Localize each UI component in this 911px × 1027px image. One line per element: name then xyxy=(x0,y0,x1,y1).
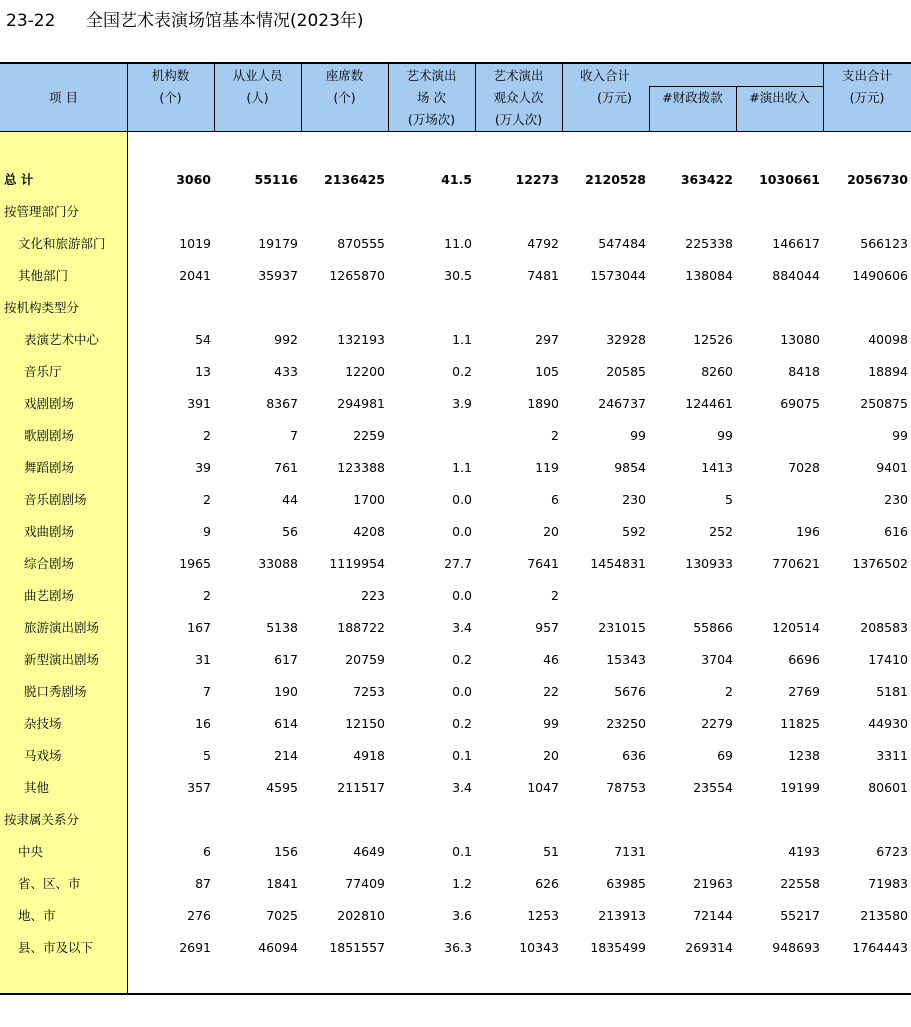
cell-col-2: 77409 xyxy=(345,876,385,891)
cell-col-0: 167 xyxy=(187,620,211,635)
page-title xyxy=(6,6,364,31)
table-row xyxy=(0,804,911,836)
table-row xyxy=(0,644,911,676)
table-row xyxy=(0,580,911,612)
cell-col-5: 636 xyxy=(622,748,646,763)
cell-col-8: 44930 xyxy=(868,716,908,731)
cell-col-7: 6696 xyxy=(788,652,820,667)
row-label: 地、市 xyxy=(18,908,56,923)
cell-col-0: 2 xyxy=(203,492,211,507)
cell-col-4: 2 xyxy=(551,588,559,603)
cell-col-6: 252 xyxy=(709,524,733,539)
cell-col-8: 250875 xyxy=(860,396,908,411)
cell-col-7: 146617 xyxy=(772,236,820,251)
cell-col-0: 2691 xyxy=(179,940,211,955)
header-col-0-line2: (个) xyxy=(159,90,182,105)
cell-col-1: 4595 xyxy=(266,780,298,795)
header-divider-6 xyxy=(649,86,650,131)
cell-col-4: 1047 xyxy=(527,780,559,795)
cell-col-8: 80601 xyxy=(868,780,908,795)
row-label: 省、区、市 xyxy=(18,876,81,891)
table-number: 23-22 xyxy=(6,11,56,31)
cell-col-5: 78753 xyxy=(606,780,646,795)
cell-col-1: 433 xyxy=(274,364,298,379)
cell-col-3: 36.3 xyxy=(444,940,472,955)
table-row xyxy=(0,516,911,548)
cell-col-7: 13080 xyxy=(780,332,820,347)
cell-col-6: 225338 xyxy=(685,236,733,251)
cell-col-3: 0.0 xyxy=(452,492,472,507)
cell-col-2: 202810 xyxy=(337,908,385,923)
cell-col-2: 188722 xyxy=(337,620,385,635)
cell-col-5: 246737 xyxy=(598,396,646,411)
header-col-6 xyxy=(649,87,736,109)
cell-col-0: 7 xyxy=(203,684,211,699)
row-label: 歌剧剧场 xyxy=(24,428,75,443)
cell-col-2: 1700 xyxy=(353,492,385,507)
cell-col-0: 1965 xyxy=(179,556,211,571)
cell-col-4: 51 xyxy=(543,844,559,859)
cell-col-6: 72144 xyxy=(693,908,733,923)
cell-col-4: 1890 xyxy=(527,396,559,411)
cell-col-3: 3.4 xyxy=(452,620,472,635)
header-col-8 xyxy=(823,65,911,109)
cell-col-0: 391 xyxy=(187,396,211,411)
table-row xyxy=(0,548,911,580)
cell-col-0: 2 xyxy=(203,588,211,603)
table-row xyxy=(0,676,911,708)
cell-col-0: 2 xyxy=(203,428,211,443)
table-row xyxy=(0,164,911,196)
cell-col-5: 2120528 xyxy=(585,172,646,187)
header-col-2-line2: (个) xyxy=(333,90,356,105)
header-col-0-line1: 机构数 xyxy=(151,68,190,83)
cell-col-2: 4208 xyxy=(353,524,385,539)
header-col-1-line2: (人) xyxy=(246,90,269,105)
cell-col-2: 4649 xyxy=(353,844,385,859)
cell-col-2: 12200 xyxy=(345,364,385,379)
row-label: 音乐厅 xyxy=(24,364,62,379)
cell-col-3: 41.5 xyxy=(441,172,472,187)
cell-col-1: 44 xyxy=(282,492,298,507)
cell-col-4: 20 xyxy=(543,524,559,539)
cell-col-0: 2041 xyxy=(179,268,211,283)
cell-col-6: 3704 xyxy=(701,652,733,667)
cell-col-7: 4193 xyxy=(788,844,820,859)
cell-col-5: 9854 xyxy=(614,460,646,475)
header-divider-3 xyxy=(388,64,389,131)
cell-col-0: 13 xyxy=(195,364,211,379)
table-row xyxy=(0,868,911,900)
cell-col-2: 123388 xyxy=(337,460,385,475)
cell-col-5: 32928 xyxy=(606,332,646,347)
table-row xyxy=(0,324,911,356)
bottom-rule xyxy=(0,993,911,995)
cell-col-7: 11825 xyxy=(780,716,820,731)
cell-col-6: 5 xyxy=(725,492,733,507)
cell-col-1: 56 xyxy=(282,524,298,539)
cell-col-2: 7253 xyxy=(353,684,385,699)
cell-col-5: 1454831 xyxy=(590,556,646,571)
row-label: 文化和旅游部门 xyxy=(18,236,106,251)
cell-col-0: 5 xyxy=(203,748,211,763)
row-label: 按管理部门分 xyxy=(4,204,80,219)
cell-col-7: 8418 xyxy=(788,364,820,379)
cell-col-6: 21963 xyxy=(693,876,733,891)
cell-col-3: 3.4 xyxy=(452,780,472,795)
cell-col-4: 6 xyxy=(551,492,559,507)
cell-col-1: 46094 xyxy=(258,940,298,955)
cell-col-1: 614 xyxy=(274,716,298,731)
cell-col-7: 1238 xyxy=(788,748,820,763)
cell-col-8: 616 xyxy=(884,524,908,539)
cell-col-4: 2 xyxy=(551,428,559,443)
cell-col-1: 190 xyxy=(274,684,298,699)
cell-col-2: 12150 xyxy=(345,716,385,731)
cell-col-7: 120514 xyxy=(772,620,820,635)
row-label: 舞蹈剧场 xyxy=(24,460,75,475)
cell-col-1: 761 xyxy=(274,460,298,475)
row-label: 中央 xyxy=(18,844,44,859)
cell-col-5: 1573044 xyxy=(590,268,646,283)
row-label: 总 计 xyxy=(4,172,34,187)
cell-col-2: 2136425 xyxy=(324,172,385,187)
cell-col-1: 33088 xyxy=(258,556,298,571)
cell-col-8: 99 xyxy=(892,428,908,443)
header-col-7 xyxy=(736,87,823,109)
cell-col-8: 1376502 xyxy=(852,556,908,571)
cell-col-3: 3.6 xyxy=(452,908,472,923)
cell-col-4: 10343 xyxy=(519,940,559,955)
header-divider-2 xyxy=(301,64,302,131)
cell-col-7: 1030661 xyxy=(759,172,820,187)
cell-col-7: 7028 xyxy=(788,460,820,475)
row-label: 县、市及以下 xyxy=(18,940,94,955)
cell-col-1: 7025 xyxy=(266,908,298,923)
cell-col-6: 130933 xyxy=(685,556,733,571)
table-row xyxy=(0,932,911,964)
cell-col-8: 1764443 xyxy=(852,940,908,955)
header-divider-8 xyxy=(823,64,824,131)
header-col-8-line1: 支出合计 xyxy=(841,68,892,83)
header-col-2-line1: 座席数 xyxy=(325,68,364,83)
header-item-label: 项 目 xyxy=(49,90,78,105)
cell-col-2: 1265870 xyxy=(329,268,385,283)
cell-col-0: 1019 xyxy=(179,236,211,251)
cell-col-3: 0.0 xyxy=(452,684,472,699)
cell-col-5: 63985 xyxy=(606,876,646,891)
cell-col-4: 1253 xyxy=(527,908,559,923)
table-row xyxy=(0,292,911,324)
cell-col-6: 8260 xyxy=(701,364,733,379)
row-label: 脱口秀剧场 xyxy=(24,684,87,699)
cell-col-6: 23554 xyxy=(693,780,733,795)
header-col-8-line2: (万元) xyxy=(849,90,885,105)
header-col-4-line1: 艺术演出 xyxy=(493,68,544,83)
cell-col-2: 4918 xyxy=(353,748,385,763)
cell-col-3: 0.2 xyxy=(452,364,472,379)
cell-col-0: 357 xyxy=(187,780,211,795)
cell-col-3: 27.7 xyxy=(444,556,472,571)
cell-col-6: 1413 xyxy=(701,460,733,475)
table-row xyxy=(0,772,911,804)
cell-col-8: 208583 xyxy=(860,620,908,635)
header-col-5-line2: (万元) xyxy=(597,90,632,105)
header-col-3 xyxy=(388,65,475,131)
cell-col-3: 0.2 xyxy=(452,716,472,731)
row-label: 新型演出剧场 xyxy=(24,652,100,667)
table-row xyxy=(0,836,911,868)
cell-col-3: 0.0 xyxy=(452,524,472,539)
cell-col-6: 138084 xyxy=(685,268,733,283)
table-row xyxy=(0,900,911,932)
cell-col-8: 3311 xyxy=(876,748,908,763)
row-label: 其他部门 xyxy=(18,268,69,283)
cell-col-4: 20 xyxy=(543,748,559,763)
row-label: 音乐剧剧场 xyxy=(24,492,87,507)
cell-col-1: 55116 xyxy=(254,172,298,187)
table-row xyxy=(0,388,911,420)
cell-col-4: 22 xyxy=(543,684,559,699)
header-col-0 xyxy=(127,65,214,109)
cell-col-5: 1835499 xyxy=(590,940,646,955)
row-label: 杂技场 xyxy=(24,716,62,731)
cell-col-6: 99 xyxy=(717,428,733,443)
cell-col-3: 0.1 xyxy=(452,748,472,763)
cell-col-3: 11.0 xyxy=(444,236,472,251)
cell-col-5: 7131 xyxy=(614,844,646,859)
cell-col-7: 22558 xyxy=(780,876,820,891)
cell-col-8: 1490606 xyxy=(852,268,908,283)
table-row xyxy=(0,356,911,388)
cell-col-8: 17410 xyxy=(868,652,908,667)
cell-col-7: 770621 xyxy=(772,556,820,571)
row-label: 旅游演出剧场 xyxy=(24,620,100,635)
cell-col-4: 99 xyxy=(543,716,559,731)
header-col-4-line2: 观众人次 xyxy=(493,90,544,105)
cell-col-6: 269314 xyxy=(685,940,733,955)
row-label: 其他 xyxy=(24,780,50,795)
row-label: 戏剧剧场 xyxy=(24,396,75,411)
cell-col-2: 211517 xyxy=(337,780,385,795)
table-row xyxy=(0,196,911,228)
header-divider-7 xyxy=(736,86,737,131)
cell-col-6: 124461 xyxy=(685,396,733,411)
row-label: 按机构类型分 xyxy=(4,300,80,315)
row-label: 曲艺剧场 xyxy=(24,588,75,603)
cell-col-0: 31 xyxy=(195,652,211,667)
cell-col-1: 214 xyxy=(274,748,298,763)
cell-col-7: 19199 xyxy=(780,780,820,795)
header-col-1 xyxy=(214,65,301,109)
cell-col-8: 2056730 xyxy=(847,172,908,187)
table-row xyxy=(0,260,911,292)
cell-col-5: 15343 xyxy=(606,652,646,667)
cell-col-0: 3060 xyxy=(176,172,211,187)
cell-col-3: 0.0 xyxy=(452,588,472,603)
table-row xyxy=(0,612,911,644)
cell-col-2: 132193 xyxy=(337,332,385,347)
cell-col-1: 1841 xyxy=(266,876,298,891)
table-row xyxy=(0,452,911,484)
header-col-5-line1: 收入合计 xyxy=(580,68,631,83)
cell-col-5: 5676 xyxy=(614,684,646,699)
cell-col-8: 40098 xyxy=(868,332,908,347)
cell-col-5: 230 xyxy=(622,492,646,507)
table-title: 全国艺术表演场馆基本情况(2023年) xyxy=(86,11,364,31)
cell-col-4: 297 xyxy=(535,332,559,347)
cell-col-6: 2 xyxy=(725,684,733,699)
cell-col-6: 2279 xyxy=(701,716,733,731)
header-col-4 xyxy=(475,65,562,131)
row-label: 马戏场 xyxy=(24,748,62,763)
cell-col-8: 566123 xyxy=(860,236,908,251)
cell-col-5: 99 xyxy=(630,428,646,443)
cell-col-2: 294981 xyxy=(337,396,385,411)
cell-col-4: 119 xyxy=(535,460,559,475)
cell-col-5: 231015 xyxy=(598,620,646,635)
row-label: 综合剧场 xyxy=(24,556,75,571)
cell-col-3: 1.1 xyxy=(452,332,472,347)
header-col-3-line2: 场 次 xyxy=(417,90,446,105)
cell-col-0: 16 xyxy=(195,716,211,731)
row-label: 表演艺术中心 xyxy=(24,332,100,347)
cell-col-7: 196 xyxy=(796,524,820,539)
header-col-1-line1: 从业人员 xyxy=(232,68,283,83)
cell-col-8: 9401 xyxy=(876,460,908,475)
cell-col-6: 55866 xyxy=(693,620,733,635)
cell-col-4: 105 xyxy=(535,364,559,379)
header-col-3-line3: (万场次) xyxy=(407,112,456,127)
cell-col-4: 4792 xyxy=(527,236,559,251)
cell-col-0: 276 xyxy=(187,908,211,923)
cell-col-0: 6 xyxy=(203,844,211,859)
cell-col-7: 55217 xyxy=(780,908,820,923)
cell-col-5: 592 xyxy=(622,524,646,539)
cell-col-6: 12526 xyxy=(693,332,733,347)
cell-col-8: 213580 xyxy=(860,908,908,923)
header-divider-1 xyxy=(214,64,215,131)
table-row xyxy=(0,484,911,516)
cell-col-7: 69075 xyxy=(780,396,820,411)
cell-col-3: 1.1 xyxy=(452,460,472,475)
cell-col-2: 20759 xyxy=(345,652,385,667)
cell-col-4: 957 xyxy=(535,620,559,635)
cell-col-0: 9 xyxy=(203,524,211,539)
header-col-3-line1: 艺术演出 xyxy=(406,68,457,83)
row-label: 戏曲剧场 xyxy=(24,524,75,539)
cell-col-1: 617 xyxy=(274,652,298,667)
cell-col-5: 23250 xyxy=(606,716,646,731)
cell-col-2: 2259 xyxy=(353,428,385,443)
cell-col-6: 69 xyxy=(717,748,733,763)
cell-col-3: 30.5 xyxy=(444,268,472,283)
header-bottom-line xyxy=(0,131,911,132)
header-divider-4 xyxy=(475,64,476,131)
cell-col-8: 6723 xyxy=(876,844,908,859)
table-row xyxy=(0,420,911,452)
cell-col-8: 5181 xyxy=(876,684,908,699)
cell-col-3: 0.2 xyxy=(452,652,472,667)
header-col-6-line1: #财政拨款 xyxy=(662,90,723,105)
cell-col-1: 7 xyxy=(290,428,298,443)
cell-col-1: 19179 xyxy=(258,236,298,251)
cell-col-7: 2769 xyxy=(788,684,820,699)
cell-col-5: 20585 xyxy=(606,364,646,379)
cell-col-8: 71983 xyxy=(868,876,908,891)
cell-col-0: 54 xyxy=(195,332,211,347)
cell-col-6: 363422 xyxy=(680,172,733,187)
table-row xyxy=(0,708,911,740)
cell-col-1: 5138 xyxy=(266,620,298,635)
cell-col-4: 7641 xyxy=(527,556,559,571)
header-col-4-line3: (万人次) xyxy=(494,112,543,127)
cell-col-4: 12273 xyxy=(515,172,559,187)
header-col-7-line1: #演出收入 xyxy=(749,90,810,105)
header-item xyxy=(0,64,127,131)
table-row xyxy=(0,228,911,260)
cell-col-8: 18894 xyxy=(868,364,908,379)
table-row xyxy=(0,740,911,772)
cell-col-2: 1119954 xyxy=(329,556,385,571)
cell-col-4: 46 xyxy=(543,652,559,667)
cell-col-3: 1.2 xyxy=(452,876,472,891)
cell-col-3: 0.1 xyxy=(452,844,472,859)
cell-col-0: 87 xyxy=(195,876,211,891)
cell-col-7: 948693 xyxy=(772,940,820,955)
cell-col-2: 1851557 xyxy=(329,940,385,955)
cell-col-1: 35937 xyxy=(258,268,298,283)
cell-col-4: 626 xyxy=(535,876,559,891)
cell-col-3: 3.9 xyxy=(452,396,472,411)
cell-col-1: 992 xyxy=(274,332,298,347)
cell-col-0: 39 xyxy=(195,460,211,475)
cell-col-8: 230 xyxy=(884,492,908,507)
cell-col-7: 884044 xyxy=(772,268,820,283)
cell-col-2: 223 xyxy=(361,588,385,603)
cell-col-4: 7481 xyxy=(527,268,559,283)
cell-col-5: 547484 xyxy=(598,236,646,251)
cell-col-5: 213913 xyxy=(598,908,646,923)
cell-col-1: 156 xyxy=(274,844,298,859)
header-divider-5 xyxy=(562,64,563,131)
row-label: 按隶属关系分 xyxy=(4,812,80,827)
header-col-2 xyxy=(301,65,388,109)
cell-col-1: 8367 xyxy=(266,396,298,411)
cell-col-2: 870555 xyxy=(337,236,385,251)
